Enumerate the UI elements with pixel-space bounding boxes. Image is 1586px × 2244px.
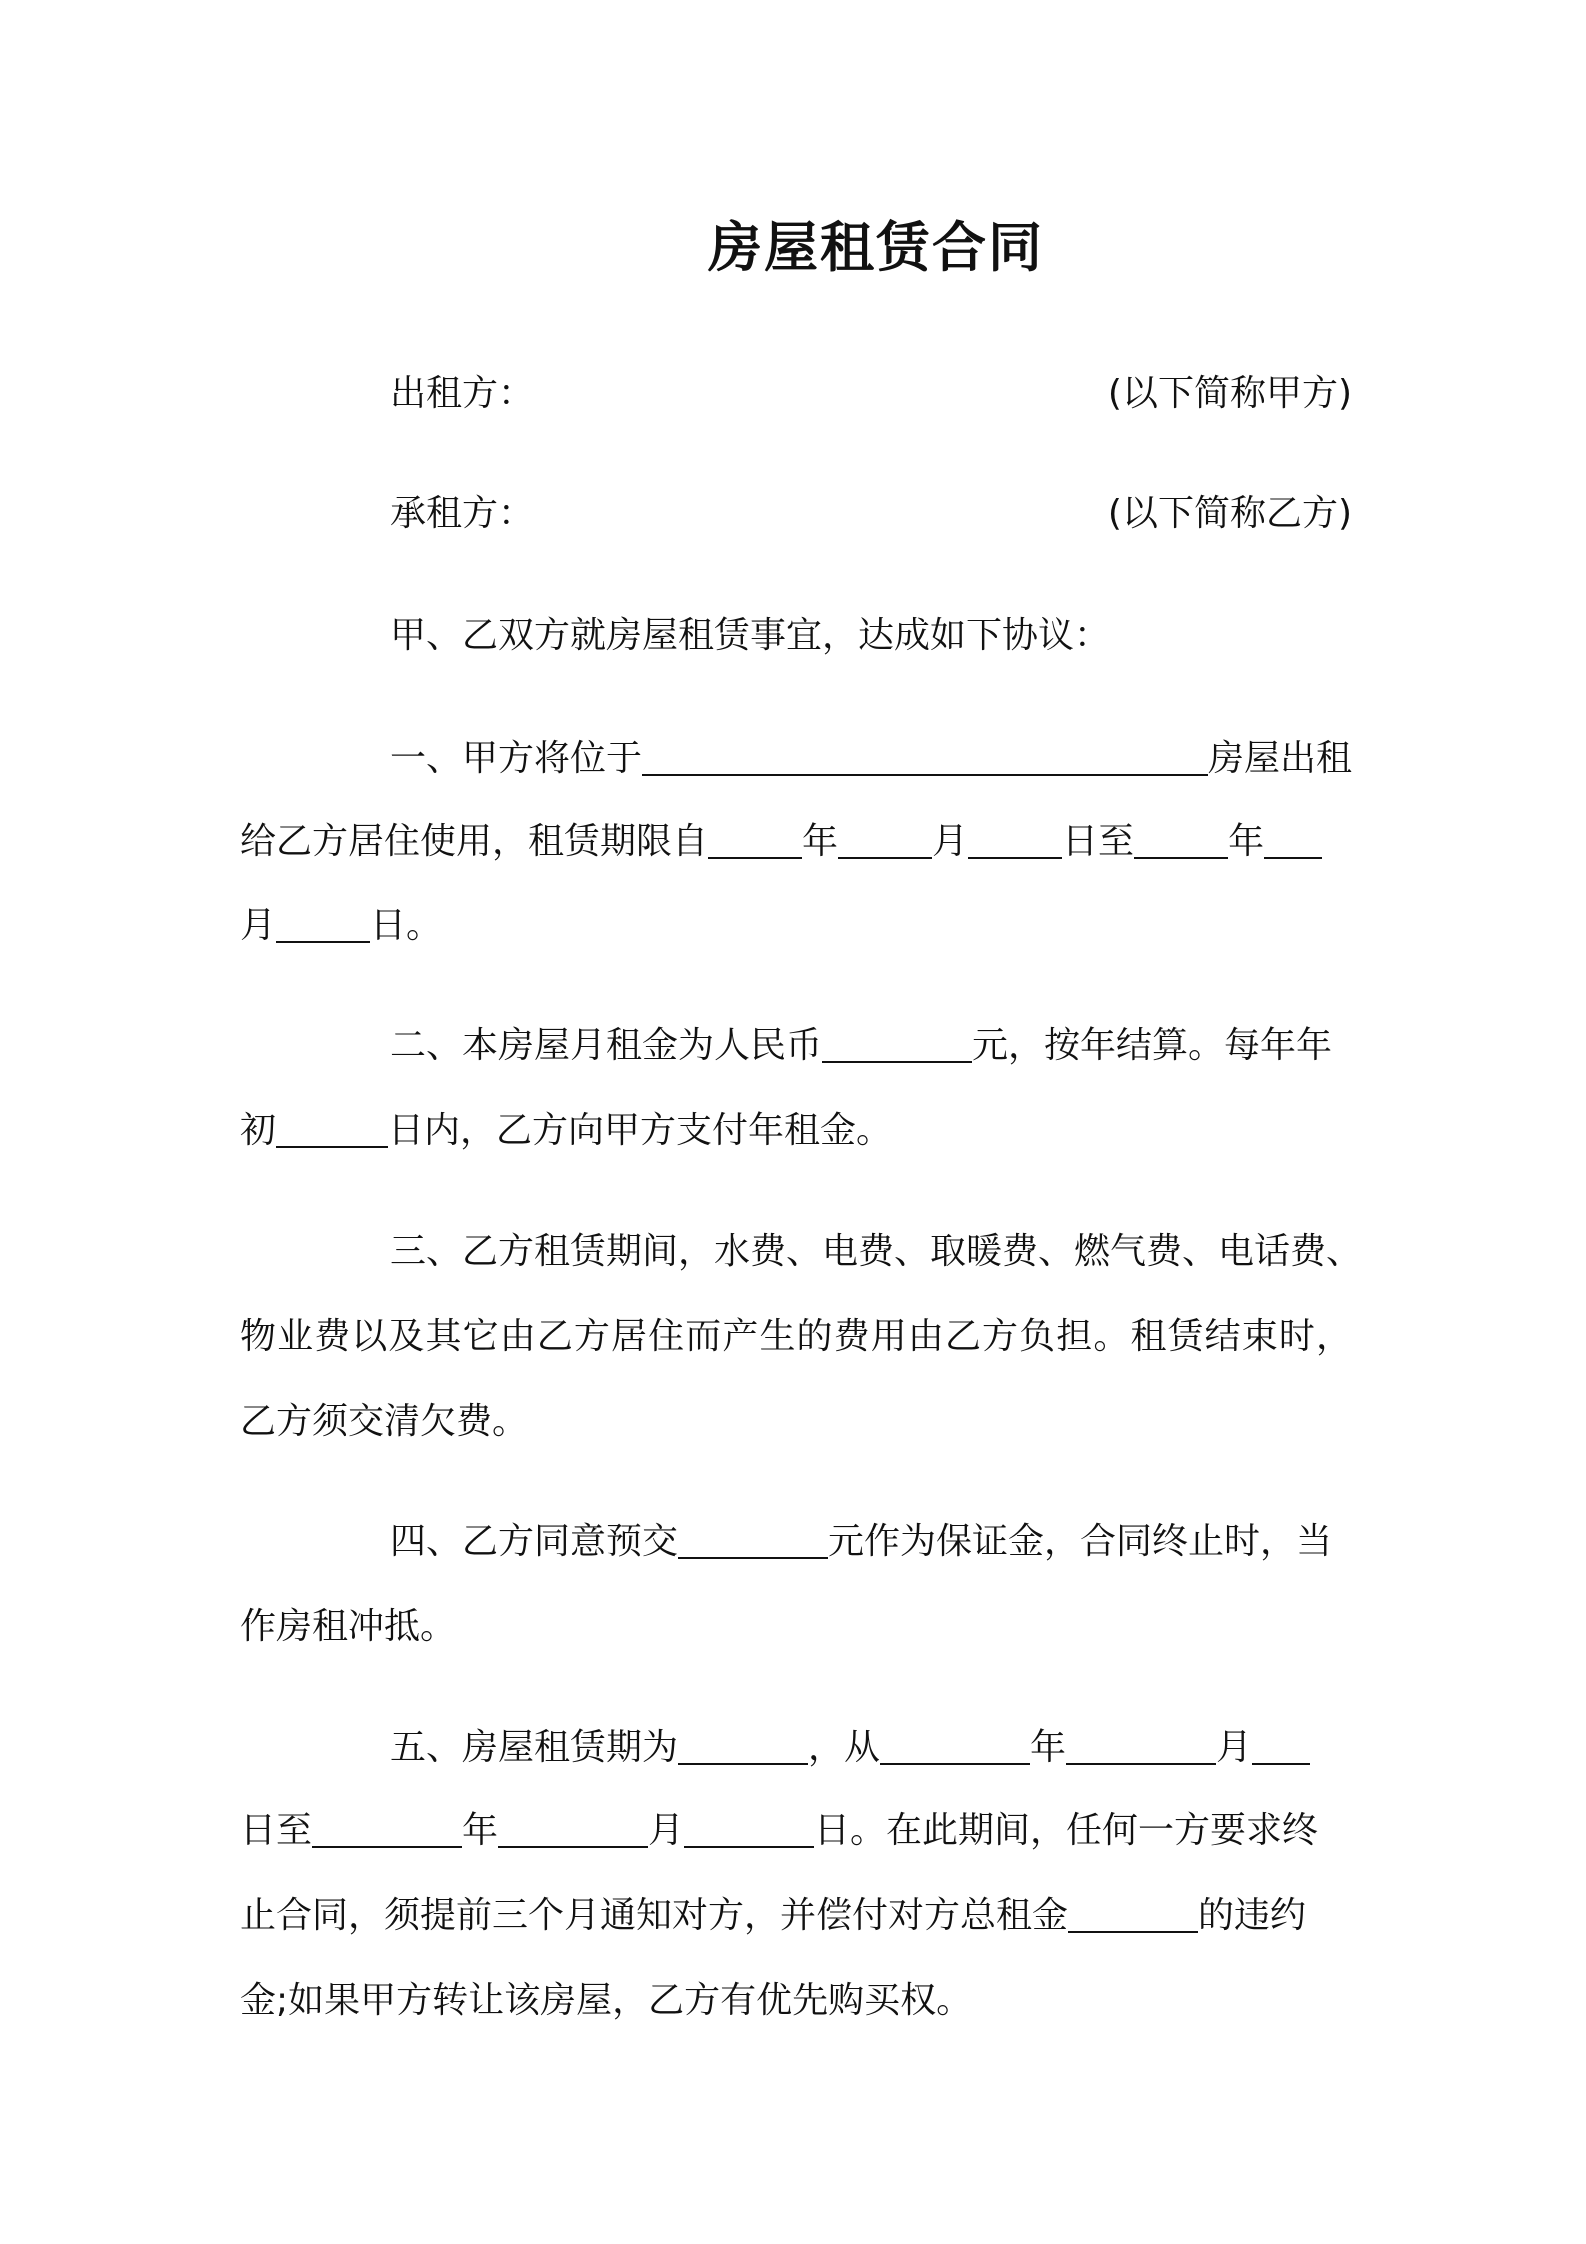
clause5-to-label: 日至 (240, 1810, 313, 1851)
clause2-text-d: 日内，乙方向甲方支付年租金。 (388, 1110, 893, 1151)
clause2-line1 (390, 1022, 1352, 1070)
clause2-text-a: 二、本房屋月租金为人民币 (390, 1025, 823, 1066)
term-end-day-blank[interactable] (684, 1808, 814, 1848)
clause5-end-month-label: 月 (648, 1810, 685, 1851)
lessee-note: (以下简称乙方) (1107, 493, 1352, 534)
intro-line: 甲、乙双方就房屋租赁事宜，达成如下协议： (390, 615, 1111, 656)
clause1-text-d: 日。 (370, 905, 443, 946)
deposit-blank[interactable] (678, 1519, 828, 1559)
clause1-text-c: 给乙方居住使用，租赁期限自 (240, 821, 709, 862)
clause5-line4: 金;如果甲方转让该房屋，乙方有优先购买权。 (240, 1980, 973, 2021)
clause3-line2: 物业费以及其它由乙方居住而产生的费用由乙方负担。租赁结束时， (240, 1316, 1352, 1357)
term-start-day-blank[interactable] (1252, 1725, 1310, 1765)
clause5-year-label: 年 (1030, 1727, 1067, 1768)
lessee-line (390, 490, 1352, 538)
end-day-blank[interactable] (276, 903, 370, 943)
clause1-text-b: 房屋出租 (1208, 738, 1353, 779)
term-end-year-blank[interactable] (312, 1808, 462, 1848)
lessor-label: 出租方： (390, 373, 535, 414)
clause1-month-label: 月 (932, 821, 969, 862)
clause5-line1 (390, 1724, 1352, 1772)
monthly-rent-blank[interactable] (822, 1023, 972, 1063)
clause3-line3: 乙方须交清欠费。 (240, 1401, 529, 1442)
clause5-text-b: ，从 (808, 1727, 881, 1768)
penalty-blank[interactable] (1068, 1893, 1198, 1933)
clause1-line1 (390, 735, 1352, 783)
clause2-line2 (240, 1107, 1352, 1155)
clause1-to-label: 日至 (1062, 821, 1135, 862)
clause1-year-label: 年 (802, 821, 839, 862)
address-blank[interactable] (642, 736, 1208, 776)
lessee-label: 承租方： (390, 493, 535, 534)
clause5-text-a: 五、房屋租赁期为 (390, 1727, 679, 1768)
term-start-year-blank[interactable] (880, 1725, 1030, 1765)
clause1-end-month-label: 月 (240, 905, 277, 946)
clause4-line1 (390, 1518, 1352, 1566)
lease-term-blank[interactable] (678, 1725, 808, 1765)
clause5-text-d: 止合同，须提前三个月通知对方，并偿付对方总租金 (240, 1895, 1069, 1936)
clause1-line3 (240, 902, 1352, 950)
term-end-month-blank[interactable] (498, 1808, 648, 1848)
clause2-text-c: 初 (240, 1110, 277, 1151)
clause5-text-e: 的违约 (1198, 1895, 1307, 1936)
end-month-blank[interactable] (1264, 819, 1322, 859)
clause5-month-label: 月 (1216, 1727, 1253, 1768)
clause3-line1: 三、乙方租赁期间，水费、电费、取暖费、燃气费、电话费、 (390, 1231, 1363, 1272)
start-day-blank[interactable] (968, 819, 1062, 859)
start-year-blank[interactable] (708, 819, 802, 859)
clause5-line2 (240, 1807, 1352, 1855)
payment-days-blank[interactable] (276, 1108, 388, 1148)
clause4-line2: 作房租冲抵。 (240, 1606, 457, 1647)
clause1-end-year-label: 年 (1228, 821, 1265, 862)
clause4-text-a: 四、乙方同意预交 (390, 1521, 679, 1562)
term-start-month-blank[interactable] (1066, 1725, 1216, 1765)
end-year-blank[interactable] (1134, 819, 1228, 859)
start-month-blank[interactable] (838, 819, 932, 859)
clause5-end-year-label: 年 (462, 1810, 499, 1851)
clause5-text-c: 日。在此期间，任何一方要求终 (814, 1810, 1319, 1851)
clause1-line2 (240, 818, 1352, 866)
clause4-text-b: 元作为保证金，合同终止时，当 (828, 1521, 1333, 1562)
lessor-line (390, 370, 1352, 418)
lessor-note: (以下简称甲方) (1107, 373, 1352, 414)
document-title: 房屋租赁合同 (708, 216, 1044, 279)
clause1-text-a: 一、甲方将位于 (390, 738, 643, 779)
clause5-line3 (240, 1892, 1352, 1940)
clause2-text-b: 元，按年结算。每年年 (972, 1025, 1333, 1066)
